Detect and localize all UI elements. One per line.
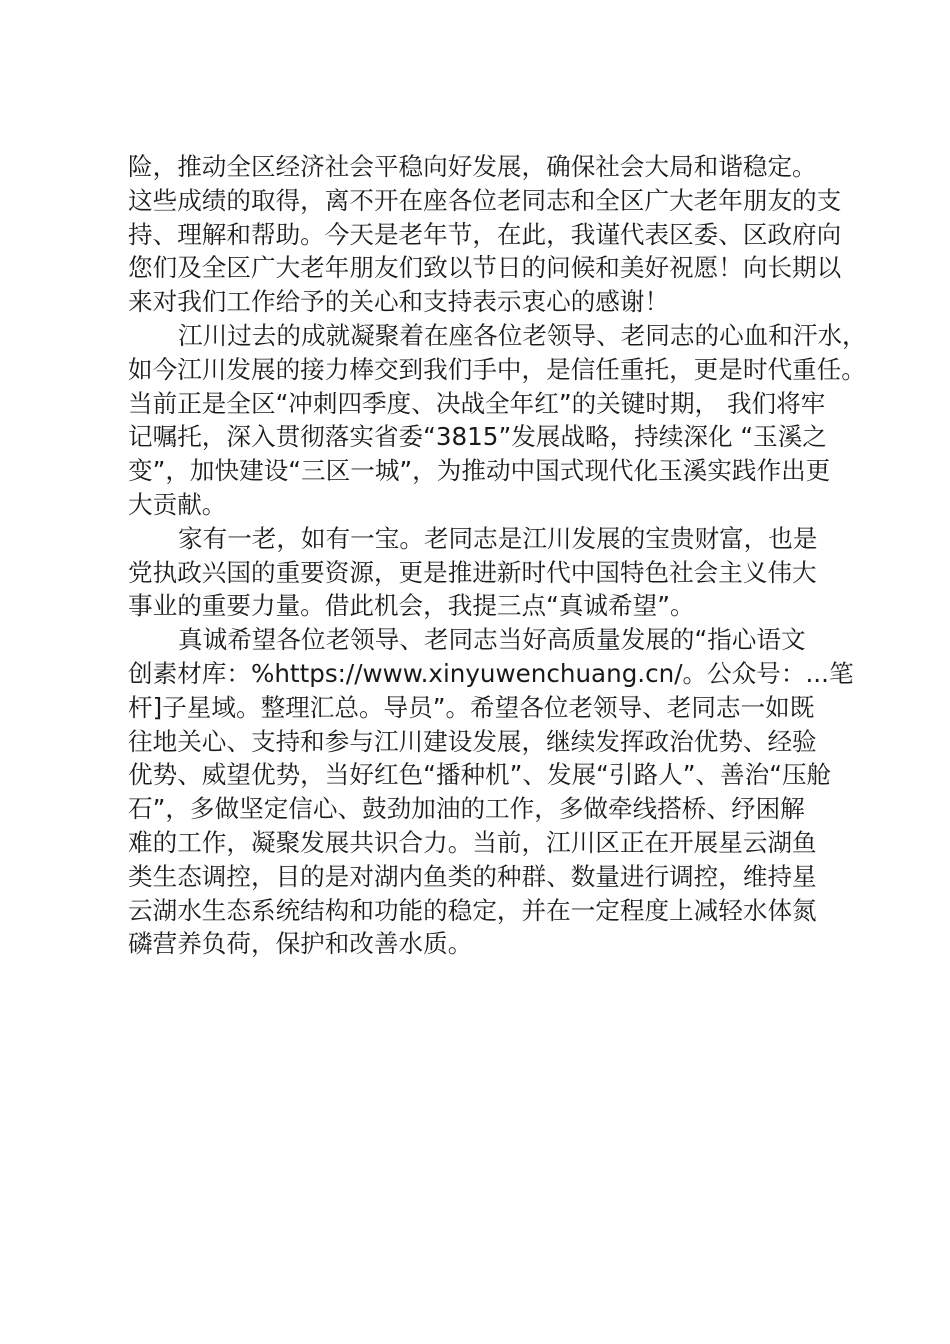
text-line: 往地关心、支持和参与江川建设发展，继续发挥政治优势、经验 xyxy=(128,726,817,756)
text-line: 真诚希望各位老领导、老同志当好高质量发展的“指心语文 xyxy=(178,625,806,655)
document-body xyxy=(128,150,868,961)
text-line: 杆]子星域。整理汇总。导员”。希望各位老领导、老同志一如既 xyxy=(128,692,815,722)
text-line: 记嘱托，深入贯彻落实省委“3815”发展战略，持续深化 “玉溪之 xyxy=(128,422,827,452)
text-line: 类生态调控，目的是对湖内鱼类的种群、数量进行调控，维持星 xyxy=(128,861,817,891)
text-line: 如今江川发展的接力棒交到我们手中，是信任重托，更是时代重任。 xyxy=(128,354,866,384)
text-line: 难的工作，凝聚发展共识合力。当前，江川区正在开展星云湖鱼 xyxy=(128,827,817,857)
text-line: 事业的重要力量。借此机会，我提三点“真诚希望”。 xyxy=(128,591,695,621)
text-line: 您们及全区广大老年朋友们致以节日的问候和美好祝愿！向长期以 xyxy=(128,253,842,283)
text-line: 险，推动全区经济社会平稳向好发展，确保社会大局和谐稳定。 xyxy=(128,152,817,181)
text-line: 党执政兴国的重要资源，更是推进新时代中国特色社会主义伟大 xyxy=(128,557,817,587)
text-line: 优势、威望优势，当好红色“播种机”、发展“引路人”、善治“压舱 xyxy=(128,760,832,790)
text-line: 持、理解和帮助。今天是老年节，在此，我谨代表区委、区政府向 xyxy=(128,219,842,249)
text-line: 云湖水生态系统结构和功能的稳定，并在一定程度上减轻水体氮 xyxy=(128,895,817,925)
text-line: 创素材库：%https://www.xinyuwenchuang.cn/。公众号：...笔 xyxy=(128,658,854,688)
text-line: 变”，加快建设“三区一城”，为推动中国式现代化玉溪实践作出更 xyxy=(128,456,831,486)
text-line: 家有一老，如有一宝。老同志是江川发展的宝贵财富，也是 xyxy=(178,523,818,553)
text-line: 来对我们工作给予的关心和支持表示衷心的感谢！ xyxy=(128,287,670,317)
text-line: 江川过去的成就凝聚着在座各位老领导、老同志的心血和汗水， xyxy=(178,320,867,350)
text-line: 大贡献。 xyxy=(128,489,227,519)
text-line: 当前正是全区“冲刺四季度、决战全年红”的关键时期， 我们将牢 xyxy=(128,388,826,418)
text-line: 石”，多做坚定信心、鼓劲加油的工作，多做牵线搭桥、纾困解 xyxy=(128,794,805,824)
text-line: 这些成绩的取得，离不开在座各位老同志和全区广大老年朋友的支 xyxy=(128,185,842,215)
text-line: 磷营养负荷，保护和改善水质。 xyxy=(128,929,473,959)
